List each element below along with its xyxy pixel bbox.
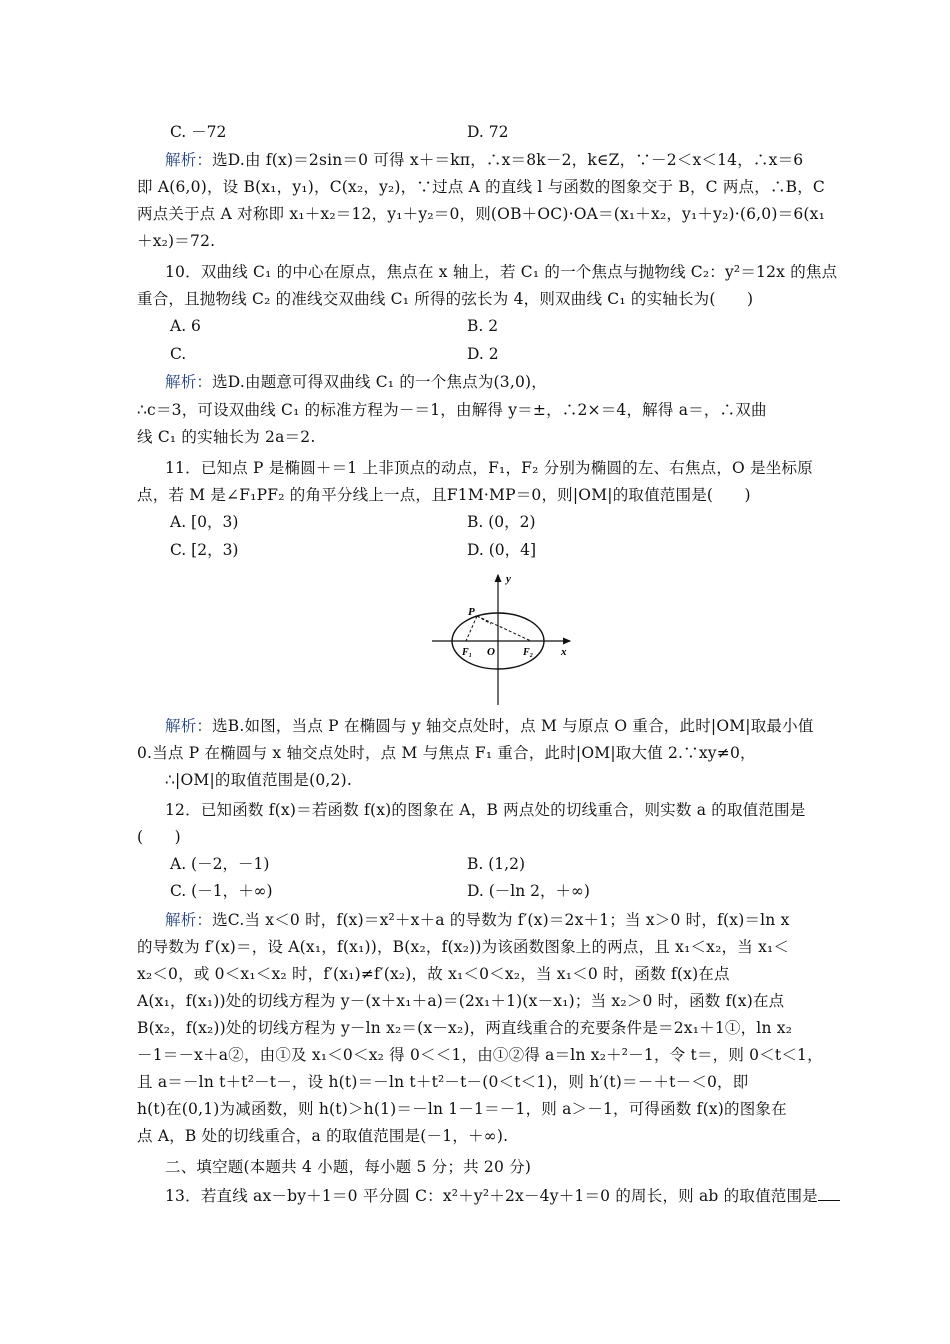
q10-option-b: B. 2 [467,317,499,335]
q11-option-d: D. (0，4] [467,541,537,559]
q11-solution-line [165,716,865,736]
solution-label: 解析： [165,911,213,929]
y-label: y [506,573,511,585]
q10-solution-line [165,372,865,392]
q10-stem: 10．双曲线 C₁ 的中心在原点，焦点在 x 轴上，若 C₁ 的一个焦点与抛物线 C₂：y²＝12x 的焦点 [165,263,838,281]
q11-solution-line: 0.当点 P 在椭圆与 x 轴交点处时，点 M 与焦点 F₁ 重合，此时|OM|取大值 2.∵xy≠0， [137,744,756,762]
q12-solution-line: 点 A，B 处的切线重合，a 的取值范围是(－1，＋∞). [137,1127,509,1145]
q12-solution-line: 且 a＝－ln t＋t²－t－，设 h(t)＝－ln t＋t²－t－(0＜t＜1)，则 h′(t)＝－＋t－＜0，即 [137,1073,749,1091]
bisector-segment [477,616,491,624]
solution-label: 解析： [165,717,213,735]
q12-stem: 12．已知函数 f(x)＝若函数 f(x)的图象在 A，B 两点处的切线重合，则实数 a 的取值范围是 [165,801,806,819]
q12-solution-line: B(x₂，f(x₂))处的切线方程为 y－ln x₂＝(x－x₂)，两直线重合的充要条件是＝2x₁＋1①，ln x₂ [137,1019,793,1037]
q12-solution-line: x₂＜0，或 0＜x₁＜x₂ 时，f′(x₁)≠f′(x₂)，故 x₁＜0＜x₂，当 x₁＜0 时，函数 f(x)在点 [137,965,730,983]
q11-option-c: C. [2，3) [170,541,239,559]
origin-label: O [487,646,495,658]
q11-stem: 11．已知点 P 是椭圆＋＝1 上非顶点的动点，F₁，F₂ 分别为椭圆的左、右焦点，O 是坐标原 [165,459,813,477]
q12-stem: ( ) [137,828,181,846]
q10-solution-line: 线 C₁ 的实轴长为 2a＝2. [137,428,316,446]
q9-solution-line [165,150,865,170]
q12-solution-line [165,910,865,930]
q10-solution-line: ∴c＝3，可设双曲线 C₁ 的标准方程为－＝1，由解得 y＝±，∴2×＝4，解得 a＝，∴双曲 [137,401,767,419]
q9-option-d: D. 72 [467,123,509,141]
q9-solution-line: 即 A(6,0)，设 B(x₁，y₁)，C(x₂，y₂)，∵过点 A 的直线 l 与函数的图象交于 B，C 两点，∴B，C [137,178,825,196]
q12-solution-text: 选C.当 x＜0 时，f(x)＝x²＋x＋a 的导数为 f′(x)＝2x＋1；当 x＞0 时，f(x)＝ln x [212,911,790,929]
q11-option-b: B. (0，2) [467,513,536,531]
answer-blank [818,1186,840,1201]
x-label: x [561,646,567,658]
q12-solution-line: h(t)在(0,1)为减函数，则 h(t)＞h(1)＝－ln 1－1＝－1，则 a＞－1，可得函数 f(x)的图象在 [137,1100,787,1118]
point-p-label: P [468,606,475,618]
q9-solution-line: 两点关于点 A 对称即 x₁＋x₂＝12，y₁＋y₂＝0，则(OB＋OC)·OA＝(x₁＋x₂，y₁＋y₂)·(6,0)＝6(x₁ [137,205,825,223]
q13-stem: 13．若直线 ax－by＋1＝0 平分圆 C：x²＋y²＋2x－4y＋1＝0 的周长，则 ab 的取值范围是 [165,1187,818,1205]
q11-option-a: A. [0，3) [170,513,239,531]
q12-option-b: B. (1,2) [467,855,525,873]
solution-label: 解析： [165,373,213,391]
f1-label: F₁ [462,647,473,658]
q10-option-a: A. 6 [170,317,201,335]
solution-label: 解析： [165,151,213,169]
q10-solution-text: 选D.由题意可得双曲线 C₁ 的一个焦点为(3,0)， [212,373,547,391]
q11-solution-line: ∴|OM|的取值范围是(0,2). [165,771,352,789]
f2-label: F₂ [523,647,534,658]
q12-option-d: D. (－ln 2，＋∞) [467,882,590,900]
q10-stem: 重合，且抛物线 C₂ 的准线交双曲线 C₁ 所得的弦长为 4，则双曲线 C₁ 的实轴长为( ) [137,290,754,308]
q12-solution-line: A(x₁，f(x₁))处的切线方程为 y－(x＋x₁＋a)＝(2x₁＋1)(x－x₁)；当 x₂＞0 时，函数 f(x)在点 [137,992,785,1010]
q9-solution-line: ＋x₂)＝72. [137,232,216,250]
section-heading: 二、填空题(本题共 4 小题，每小题 5 分；共 20 分) [165,1158,532,1176]
q12-solution-line: 的导数为 f′(x)＝，设 A(x₁，f(x₁))，B(x₂，f(x₂))为该函数图象上的两点，且 x₁＜x₂，当 x₁＜ [137,938,790,956]
q10-option-d: D. 2 [467,345,499,363]
q9-solution-text: 选D.由 f(x)＝2sin＝0 可得 x＋＝kπ，∴x＝8k－2，k∈Z，∵－2＜x＜14，∴x＝6 [212,151,804,169]
q12-solution-line: －1＝－x＋a②，由①及 x₁＜0＜x₂ 得 0＜＜1，由①②得 a＝ln x₂＋²－1，令 t＝，则 0＜t＜1， [137,1046,823,1064]
q9-option-c: C. －72 [170,123,227,141]
q10-option-c: C. [170,345,187,363]
pf2-segment [477,616,531,641]
q12-option-c: C. (－1，＋∞) [170,882,273,900]
q12-option-a: A. (－2，－1) [170,855,270,873]
q11-solution-text: 选B.如图，当点 P 在椭圆与 y 轴交点处时，点 M 与原点 O 重合，此时|OM|取最小值 [212,717,814,735]
ellipse-figure [428,571,576,709]
q13-stem-line [165,1186,865,1206]
q11-stem: 点，若 M 是∠F₁PF₂ 的角平分线上一点，且F1M·MP＝0，则|OM|的取值范围是( ) [137,486,751,504]
